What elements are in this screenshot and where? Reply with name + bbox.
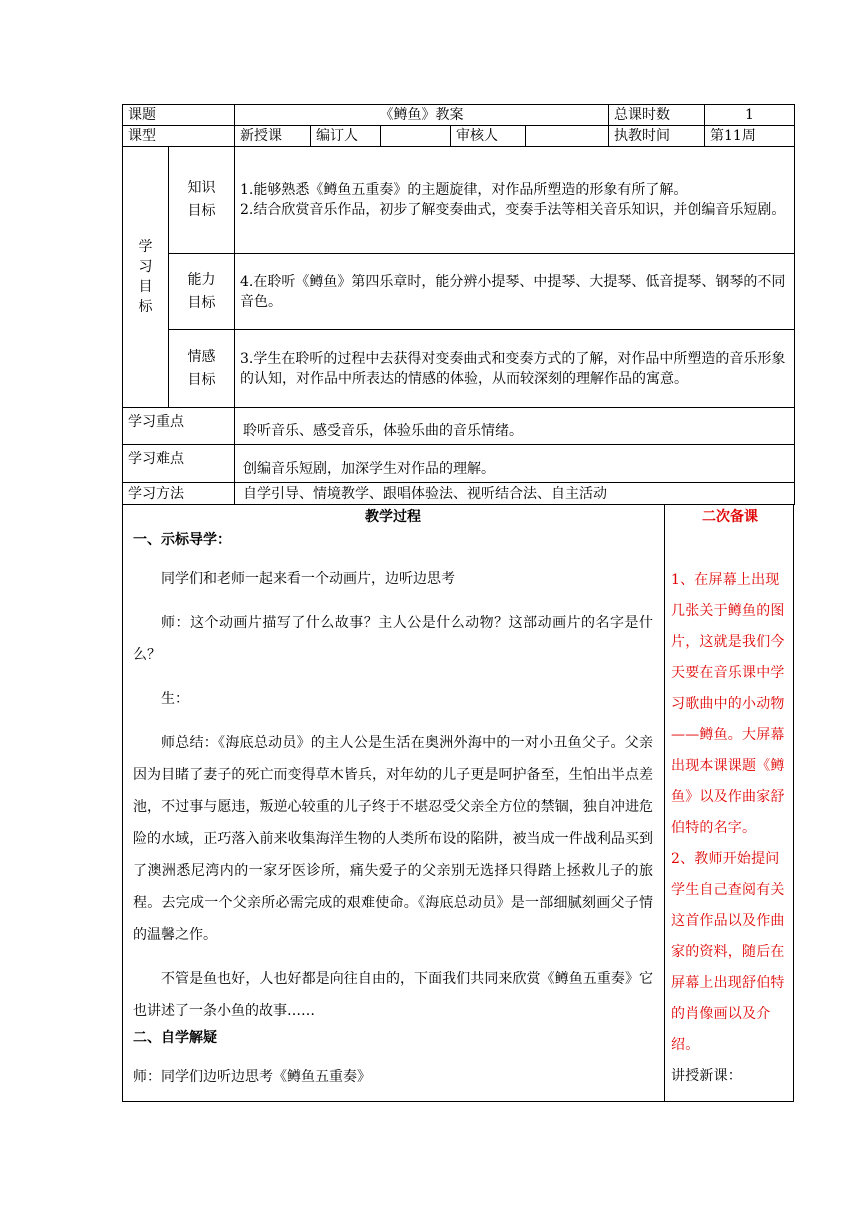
paragraph: 生：: [161, 691, 189, 707]
teaching-process-box: [122, 504, 794, 1102]
section-heading: 二、自学解疑: [133, 1030, 217, 1046]
difficulty-value: 创编音乐短剧，加深学生对作品的理解。: [235, 445, 795, 483]
paragraph: 师总结：《海底总动员》的主人公是生活在奥洲外海中的一对小丑鱼父子。父亲因为目睹了妻子的死亡而变得草木皆兵，对年幼的儿子更是呵护备至，生怕出半点差池，不过事与愿违，叛逆心较重的儿子终于不堪忍受父亲全方位的禁锢，独自冲进危险的水域，正巧落入前来收集海洋生物的人类所布设的陷阱，被当成一件战利品买到了澳洲悉尼湾内的一家牙医诊所，痛失爱子的父亲别无选择只得踏上拯救儿子的旅程。去完成一个父亲所必需完成的艰难使命。《海底总动员》是一部细腻刻画父子情的温馨之作。: [133, 735, 653, 943]
type-value: 新授课: [235, 126, 311, 147]
method-value: 自学引导、情境教学、跟唱体验法、视听结合法、自主活动: [235, 483, 795, 505]
difficulty-label: 学习难点: [123, 445, 235, 483]
knowledge-goal-label: [169, 147, 235, 254]
hours-value: 1: [705, 105, 795, 126]
label-line: 目标: [187, 294, 216, 311]
revision-note: 讲授新课：: [671, 1068, 742, 1084]
revision-note: 1、在屏幕上出现几张关于鳟鱼的图片，这就是我们今天要在音乐课中学习歌曲中的小动物——鳟鱼。大屏幕出现本课课题《鳟鱼》以及作曲家舒伯特的名字。: [671, 572, 785, 836]
section-heading: 一、示标导学：: [133, 532, 231, 548]
ability-goal-text: [235, 254, 795, 330]
label-line: 目标: [187, 203, 216, 219]
goals-label-char: 目: [138, 279, 153, 295]
goal-item: 2.结合欣赏音乐作品，初步了解变奏曲式，变奏手法等相关音乐知识，并创编音乐短剧。: [240, 202, 786, 218]
reviewer-value: [526, 126, 609, 147]
emotion-goal-label: [169, 330, 235, 408]
label-line: 知识: [187, 180, 216, 196]
revision-notes-column: [665, 505, 793, 1092]
type-label: 课型: [123, 126, 235, 147]
topic-label: 课题: [123, 105, 235, 126]
method-label: 学习方法: [123, 483, 235, 505]
emotion-goal-text: [235, 330, 795, 408]
lesson-info-table: [122, 104, 795, 505]
reviewer-label: 审核人: [451, 126, 526, 147]
paragraph: 师：同学们边听边思考《鳟鱼五重奏》: [133, 1069, 371, 1085]
revision-note: 2、教师开始提问学生自己查阅有关这首作品以及作曲家的资料，随后在屏幕上出现舒伯特的肖像画以及介绍。: [671, 851, 785, 1053]
paragraph: 不管是鱼也好，人也好都是向往自由的，下面我们共同来欣赏《鳟鱼五重奏》它也讲述了一条小鱼的故事……: [133, 971, 653, 1019]
revision-header: 二次备课: [702, 509, 758, 525]
goals-label-char: 标: [138, 299, 153, 315]
ability-goal-label: [169, 254, 235, 330]
paragraph: 师：这个动画片描写了什么故事？主人公是什么动物？这部动画片的名字是什么？: [133, 615, 653, 663]
label-line: 能力: [187, 271, 216, 288]
goal-item: 4.在聆听《鳟鱼》第四乐章时，能分辨小提琴、中提琴、大提琴、低音提琴、钢琴的不同音色。: [240, 273, 786, 310]
goals-label-char: 学: [138, 239, 153, 255]
goals-label: [123, 147, 169, 408]
hours-label: 总课时数: [609, 105, 705, 126]
time-value: 第11周: [705, 126, 795, 147]
editor-value: [381, 126, 451, 147]
time-label: 执教时间: [609, 126, 705, 147]
process-header: 教学过程: [365, 509, 421, 525]
goals-label-char: 习: [138, 259, 153, 275]
topic-value: 《鳟鱼》教案: [235, 105, 609, 126]
focus-value: 聆听音乐、感受音乐，体验乐曲的音乐情绪。: [235, 408, 795, 445]
label-line: 目标: [187, 371, 216, 388]
editor-label: 编订人: [311, 126, 381, 147]
paragraph: 同学们和老师一起来看一个动画片，边听边思考: [161, 571, 455, 587]
label-line: 情感: [187, 348, 216, 365]
teaching-process-column: [123, 505, 663, 1093]
focus-label: 学习重点: [123, 408, 235, 445]
goal-item: 3.学生在聆听的过程中去获得对变奏曲式和变奏方式的了解，对作品中所塑造的音乐形象的认知，对作品中所表达的情感的体验，从而较深刻的理解作品的寓意。: [240, 350, 786, 387]
knowledge-goal-text: [235, 147, 795, 254]
goal-item: 1.能够熟悉《鳟鱼五重奏》的主题旋律，对作品所塑造的形象有所了解。: [240, 182, 688, 198]
